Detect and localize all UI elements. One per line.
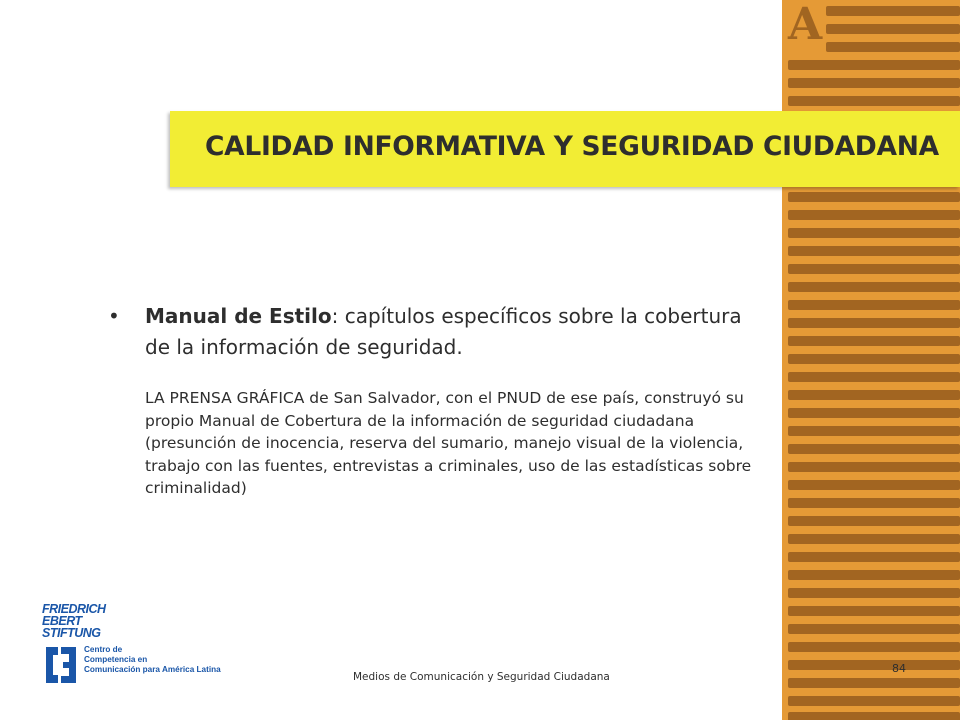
newsprint-decoration <box>782 0 960 720</box>
bullet-text: capítulos específicos sobre la cobertura de la información de seguridad. <box>145 304 742 359</box>
slide-content <box>108 301 758 500</box>
bullet-lead <box>145 301 758 363</box>
fes-logo-text: FRIEDRICH EBERT STIFTUNG <box>42 602 106 640</box>
bullet-item <box>108 301 758 363</box>
fes-c3-logo <box>42 603 222 685</box>
footer-text: Medios de Comunicación y Seguridad Ciudadana <box>353 671 610 683</box>
newsprint-initial: A <box>788 0 823 50</box>
c3-logo-icon <box>42 645 80 685</box>
bullet-separator: : <box>331 304 339 328</box>
bullet-term: Manual de Estilo <box>145 304 332 328</box>
bullet-detail: LA PRENSA GRÁFICA de San Salvador, con el PNUD de ese país, construyó su propio Manual de Cobertura de la información de seguridad ciudadana (presunción de inocencia, reserva del sumario, manejo visual de la violencia, trabajo con las fuentes, entrevistas a criminales, uso de las estadísticas sobre criminalidad) <box>145 389 752 497</box>
slide-title: CALIDAD INFORMATIVA Y SEGURIDAD CIUDADANA <box>205 131 939 162</box>
page-number: 84 <box>892 662 906 675</box>
c3-logo-text: Centro de Competencia en Comunicación para América Latina <box>84 645 221 674</box>
bullet-dot: • <box>108 304 120 328</box>
